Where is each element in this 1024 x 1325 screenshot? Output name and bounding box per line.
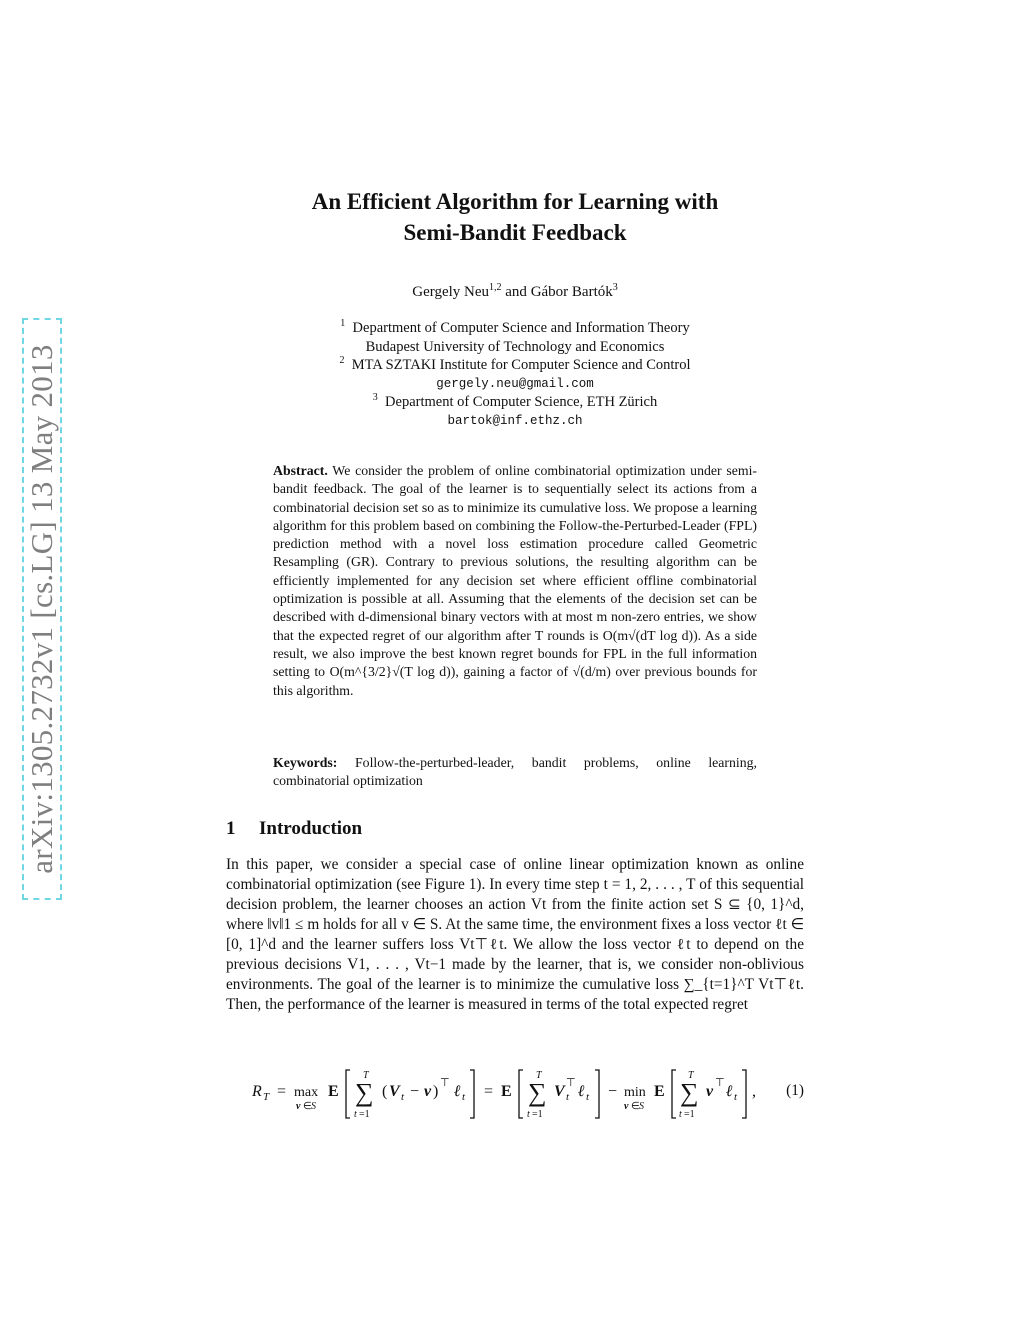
svg-text:T: T (536, 1070, 542, 1081)
svg-text:R: R (252, 1083, 262, 1100)
svg-text:=: = (484, 1083, 494, 1100)
svg-text:,: , (752, 1083, 756, 1100)
svg-text:⊤: ⊤ (715, 1077, 725, 1089)
affiliation-3-number: 3 (372, 392, 378, 403)
author-1-affiliation: 1,2 (489, 282, 502, 293)
svg-text:⊤: ⊤ (440, 1077, 450, 1089)
svg-text:⊤: ⊤ (566, 1077, 576, 1089)
svg-text:ℓ: ℓ (454, 1083, 461, 1100)
abstract-text: We consider the problem of online combinatorial optimization under semi-bandit feedback. The goal of the learner is to sequentially select its actions from a combinatorial decision set so as to minimize its cumulative loss. We propose a learning algorithm for this problem based on combining the Follow-the-Perturbed-Leader (FPL) prediction method with a novel loss estimation procedure called Geometric Resampling (GR). Contrary to previous solutions, the resulting algorithm can be efficiently implemented for any decision set where efficient offline combinatorial optimization is possible at all. Assuming that the elements of the decision set can be described with d-dimensional binary vectors with at most m non-zero entries, we show that the expected regret of our algorithm after T rounds is O(m√(dT log d)). As a side result, we also improve the best known regret bounds for FPL in the full information setting to O(m^{3/2}√(T log d)), gaining a factor of √(d/m) over previous bounds for this algorithm. (273, 463, 757, 698)
svg-text:t: t (462, 1091, 466, 1103)
svg-text:(: ( (382, 1083, 388, 1100)
svg-text:v: v (624, 1101, 629, 1112)
section-number: 1 (226, 818, 236, 839)
svg-text:E: E (654, 1083, 665, 1100)
svg-text:V: V (389, 1083, 400, 1100)
regret-equation-graphic (252, 1064, 804, 1122)
svg-text:t: t (566, 1091, 570, 1103)
svg-text:ℓ: ℓ (578, 1083, 585, 1100)
svg-text:=1: =1 (359, 1109, 370, 1120)
svg-text:=: = (277, 1083, 287, 1100)
svg-text:∈: ∈ (631, 1101, 640, 1112)
svg-text:∑: ∑ (528, 1078, 547, 1107)
affiliation-1-line-2: Budapest University of Technology and Economics (365, 339, 665, 355)
arxiv-id: arXiv:1305.2732v1 [cs.LG] 13 May 2013 (24, 344, 59, 874)
affiliation-1-number: 1 (340, 318, 346, 329)
svg-text:∑: ∑ (355, 1078, 374, 1107)
affiliation-3-line-1: Department of Computer Science, ETH Zürich (385, 394, 658, 410)
svg-text:ℓ: ℓ (726, 1083, 733, 1100)
affiliation-3 (0, 393, 1024, 412)
svg-text:T: T (263, 1091, 270, 1103)
author-2: Gábor Bartók (530, 284, 613, 300)
svg-text:max: max (294, 1085, 319, 1100)
svg-text:v: v (296, 1101, 301, 1112)
author-and: and (501, 284, 531, 300)
affiliation-2-line-1: MTA SZTAKI Institute for Computer Science and Control (351, 357, 691, 373)
svg-text:t: t (354, 1109, 357, 1120)
svg-text:∑: ∑ (680, 1078, 699, 1107)
section-heading (226, 818, 362, 840)
svg-text:v: v (424, 1083, 432, 1100)
abstract (273, 462, 757, 700)
svg-text:=1: =1 (684, 1109, 695, 1120)
svg-text:∈: ∈ (303, 1101, 312, 1112)
author-2-affiliation: 3 (612, 282, 618, 293)
svg-text:S: S (311, 1101, 316, 1112)
email-1: gergely.neu@gmail.com (436, 377, 594, 391)
equation-number: (1) (786, 1082, 804, 1099)
svg-text:v: v (706, 1083, 714, 1100)
svg-text:min: min (624, 1085, 646, 1100)
svg-text:t: t (679, 1109, 682, 1120)
svg-text:E: E (328, 1083, 339, 1100)
section-title: Introduction (259, 818, 363, 839)
svg-text:): ) (433, 1083, 439, 1100)
affiliation-2 (0, 356, 1024, 375)
affiliation-2-number: 2 (339, 355, 345, 366)
svg-text:T: T (688, 1070, 694, 1081)
email-2: bartok@inf.ethz.ch (447, 414, 583, 428)
svg-text:S: S (639, 1101, 644, 1112)
svg-text:t: t (734, 1091, 738, 1103)
paper-title-line-2: Semi-Bandit Feedback (403, 220, 627, 245)
svg-text:t: t (527, 1109, 530, 1120)
keywords-text: Follow-the-perturbed-leader, bandit problems, online learning, combinatorial optimization (273, 755, 758, 789)
affiliation-1 (0, 319, 1024, 338)
intro-paragraph: In this paper, we consider a special case of online linear optimization known as online combinatorial optimization (see Figure 1). In every time step t = 1, 2, . . . , T of this sequential decision problem, the learner chooses an action Vt from the finite action set S ⊆ {0, 1}^d, where ‖v‖1 ≤ m holds for all v ∈ S. At the same time, the environment fixes a loss vector ℓt ∈ [0, 1]^d and the learner suffers loss Vt⊤ℓt. We allow the loss vector ℓt to depend on the previous decisions V1, . . . , Vt−1 made by the learner, that is, we consider non-oblivious environments. The goal of the learner is to minimize the cumulative loss ∑_{t=1}^T Vt⊤ℓt. Then, the performance of the learner is measured in terms of the total expected regret (226, 856, 804, 1013)
svg-text:t: t (401, 1091, 405, 1103)
keywords-label: Keywords: (273, 755, 338, 770)
svg-text:V: V (554, 1083, 565, 1100)
keywords (273, 754, 757, 791)
author-1: Gergely Neu (412, 284, 490, 300)
svg-text:T: T (363, 1070, 369, 1081)
svg-text:−: − (410, 1083, 420, 1100)
regret-equation (252, 1064, 804, 1122)
svg-text:=1: =1 (532, 1109, 543, 1120)
svg-text:E: E (501, 1083, 512, 1100)
svg-text:t: t (586, 1091, 590, 1103)
affiliation-1-line-1: Department of Computer Science and Information Theory (352, 320, 690, 336)
abstract-label: Abstract. (273, 463, 328, 478)
svg-text:−: − (608, 1083, 618, 1100)
paper-title-line-1: An Efficient Algorithm for Learning with (311, 189, 719, 214)
authors (0, 284, 1024, 301)
